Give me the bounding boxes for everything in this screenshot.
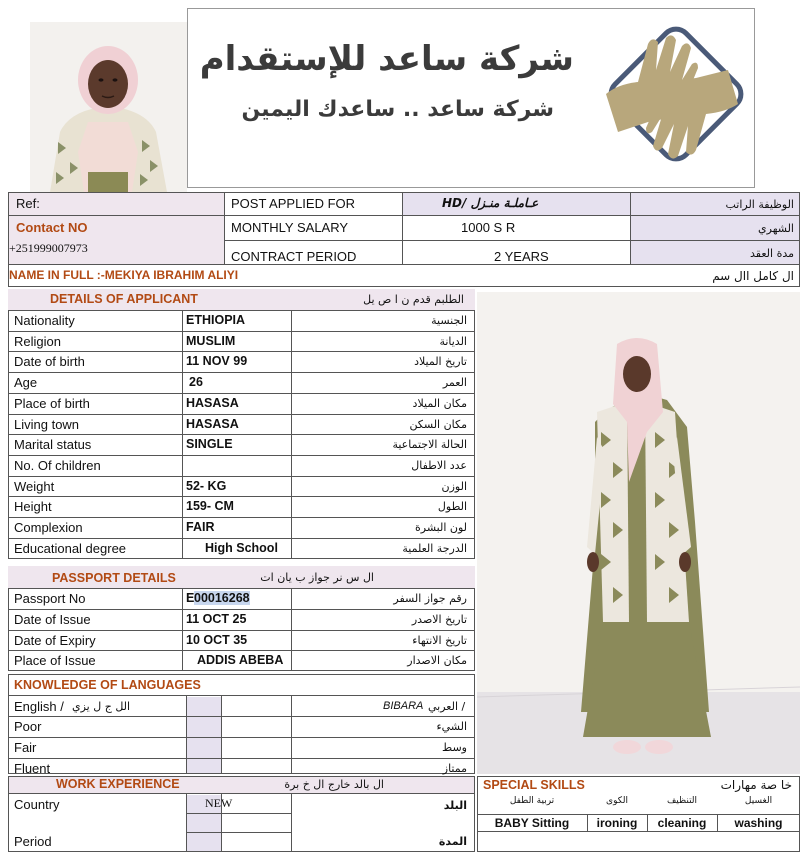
work-title-ar: ال بالد خارج ال خ برة	[284, 778, 384, 791]
applicant-row-value: ETHIOPIA	[186, 313, 246, 327]
applicant-row-ar: مكان الميلاد	[412, 396, 467, 410]
applicant-row-value: 52- KG	[186, 478, 227, 493]
passport-number-prefix: E	[186, 591, 195, 605]
applicant-row-ar: لون البشرة	[415, 521, 467, 534]
language-level-label: Fair	[14, 740, 37, 755]
english-label: English /	[14, 699, 64, 714]
skill-ar: الكوى	[606, 796, 628, 806]
full-name: NAME IN FULL :-MEKIYA IBRAHIM ALIYI	[9, 268, 239, 282]
country-value: NEW	[205, 796, 233, 810]
skill-label: BABY Sitting	[494, 816, 570, 830]
applicant-row-value: FAIR	[186, 520, 215, 534]
applicant-row-ar: العمر	[442, 376, 467, 390]
applicant-row-ar: مكان السكن	[409, 417, 467, 431]
language-level-ar: الشيء	[436, 720, 467, 733]
post-label: POST APPLIED FOR	[231, 196, 356, 211]
applicant-row-value: High School	[205, 540, 278, 555]
applicant-row-label: Living town	[14, 416, 80, 432]
skill-ar: تربية الطفل	[509, 796, 555, 806]
passport-row-value: 10 OCT 35	[186, 632, 248, 647]
applicant-row-ar: الديانة	[439, 334, 467, 348]
applicant-row-ar: الوزن	[441, 479, 467, 493]
applicant-row-value: HASASA	[186, 395, 239, 410]
applicant-row-label: Religion	[14, 333, 61, 349]
applicant-row-label: Height	[14, 499, 52, 515]
country-label: Country	[14, 797, 60, 812]
full-body-photo	[477, 292, 800, 774]
work-table	[8, 794, 475, 852]
passport-title: PASSPORT DETAILS	[52, 571, 176, 585]
passport-row-ar: رقم جواز السفر	[393, 592, 467, 605]
applicant-row-value: 11 NOV 99	[186, 354, 248, 369]
period-ar: المدة	[438, 835, 467, 848]
skills-title: SPECIAL SKILLS	[483, 778, 585, 792]
passport-row-ar: تاريخ الاصدر	[411, 612, 467, 626]
passport-row-ar: مكان الاصدار	[407, 654, 467, 668]
skill-ar: الغسيل	[744, 796, 773, 806]
passport-row-value: 11 OCT 25	[186, 611, 247, 626]
helping-hands-icon	[588, 24, 748, 174]
applicant-row-value: HASASA	[186, 416, 239, 431]
ref-label: Ref:	[16, 196, 40, 211]
passport-row-label: Date of Expiry	[14, 632, 96, 648]
salary-ar: الشهري	[758, 222, 794, 235]
applicant-row-label: Complexion	[14, 520, 83, 535]
language-level-ar: ممتاز	[442, 762, 467, 775]
applicant-title-ar: الطلبم قدم ن ا ص يل	[363, 293, 464, 306]
post-ar: الوظيفة الراتب	[725, 198, 794, 211]
country-ar: البلد	[443, 799, 467, 812]
applicant-row-label: No. Of children	[14, 457, 101, 473]
contract-ar: مدة العقد	[750, 247, 794, 260]
passport-title-ar: ال س نر جواز ب يان ات	[260, 571, 374, 584]
applicant-row-ar: تاريخ الميلاد	[414, 355, 467, 369]
english-ar: الل ج ل يزي	[72, 700, 131, 713]
language-level-label: Poor	[14, 719, 42, 734]
passport-row-ar: تاريخ الانتهاء	[412, 633, 467, 647]
passport-row-value: ADDIS ABEBA	[197, 653, 284, 668]
contact-label: Contact NO	[16, 220, 88, 235]
applicant-row-value: 159- CM	[186, 499, 234, 514]
skill-label: washing	[734, 816, 783, 830]
salary-label: MONTHLY SALARY	[231, 220, 349, 235]
company-logo-banner	[187, 8, 755, 188]
applicant-row-ar: الطول	[437, 500, 467, 514]
languages-title: KNOWLEDGE OF LANGUAGES	[14, 678, 201, 692]
applicant-row-value: 26	[189, 375, 203, 390]
period-label: Period	[14, 834, 52, 849]
language-level-label: Fluent	[14, 761, 51, 776]
applicant-row-ar: الحالة الاجتماعية	[392, 438, 467, 452]
arabic-label: BIBARA	[383, 700, 424, 712]
skills-title-ar: خا صة مهارات	[720, 778, 792, 792]
company-slogan: شركة ساعد .. ساعدك اليمين	[241, 97, 554, 122]
salary-value: 1000 S R	[461, 220, 516, 235]
contact-value: +251999007973	[9, 241, 88, 255]
applicant-row-label: Age	[14, 375, 38, 391]
passport-row-label: Place of Issue	[14, 653, 96, 669]
applicant-title: DETAILS OF APPLICANT	[50, 292, 198, 306]
passport-row-label: Passport No	[14, 591, 86, 606]
skill-ar: التنظيف	[666, 796, 698, 806]
applicant-row-ar: عدد الاطفال	[411, 458, 467, 472]
applicant-row-label: Educational degree	[14, 540, 127, 556]
passport-row-label: Date of Issue	[14, 611, 91, 627]
applicant-row-label: Weight	[14, 478, 55, 494]
work-title: WORK EXPERIENCE	[56, 777, 180, 791]
skill-label: cleaning	[657, 816, 707, 830]
portrait-photo	[30, 22, 187, 192]
arabic-ar: العربي /	[428, 700, 466, 713]
passport-number-selected[interactable]: 00016268	[194, 591, 250, 605]
applicant-row-ar: الدرجة العلمية	[402, 541, 467, 555]
contract-label: CONTRACT PERIOD	[231, 249, 357, 264]
applicant-row-value: MUSLIM	[186, 333, 236, 348]
applicant-row-label: Date of birth	[14, 354, 85, 370]
skill-label: ironing	[596, 816, 638, 830]
company-name: شركة ساعد للإستقدام	[199, 39, 574, 79]
applicant-row-ar: الجنسية	[431, 314, 467, 327]
applicant-row-value: SINGLE	[186, 437, 233, 452]
contract-value: 2 YEARS	[494, 249, 549, 264]
applicant-row-label: Marital status	[14, 437, 92, 453]
applicant-row-label: Nationality	[14, 313, 75, 328]
post-value: HD/ عـاملـة منـزل	[442, 196, 539, 210]
language-level-ar: وسط	[442, 741, 467, 754]
full-name-ar: ال كامل اال سم	[712, 269, 794, 283]
applicant-row-label: Place of birth	[14, 395, 90, 411]
